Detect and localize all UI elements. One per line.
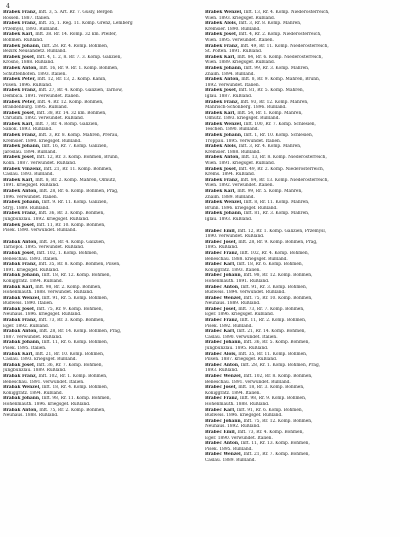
entry-name: Brabek Karl, (3, 121, 34, 127)
entry-text: Inft. 21, Rr. 10. Komp. Böhmen, (35, 351, 105, 357)
entry-text: Inft. 16, Rr. 7. Komp. Galizien, (41, 144, 108, 150)
entry-name: Brabak Franz, (3, 318, 38, 324)
entry-name: Brabec Wenzel, (205, 295, 243, 301)
entry-text: Inft. 9. Rr. 11. Komp. Galizien, (41, 200, 108, 206)
entry-name: Brabec Emil, (205, 228, 237, 234)
entry-text: Inft. 3, Rr. 4. Komp. Mähren, (238, 144, 302, 150)
entry-text: Caslau. 1889. Rußland. (205, 457, 256, 463)
entry-name: Brabek Josef, (205, 166, 238, 172)
entry-name: Brabec Anton, (205, 441, 240, 447)
entry-name: Brabek Josef, (3, 222, 36, 228)
entry-text: Wien. 1893. kriegsgef. Rußland. (205, 15, 276, 21)
entry-name: Brabek Karl, (3, 177, 34, 183)
entry-text: Eger. 1892. Rußland. (3, 323, 50, 329)
entry-text: Inft. 99, Rr. 3. Komp. Mähren, (243, 65, 310, 71)
entry-text: Sanok. 1893. Rußland. (3, 127, 53, 133)
entry-name: Brabak Wenzel, (3, 385, 41, 391)
right-column (205, 10, 395, 464)
entry-text: Inft. 7, Rr. 4. Romp. Galizien, (35, 121, 99, 127)
entry-name: Brabek Franz, (3, 10, 37, 15)
right-block-a (205, 10, 395, 223)
entry-name: Brabec Anton, (205, 284, 240, 290)
entry-text: Caslau. 1890. verwundet. Italien. (205, 334, 278, 340)
entry-name: Brabek Johann, (3, 200, 41, 206)
entry-text: Beneschau. 1888. kriegsgef. Rußland. (205, 256, 288, 262)
entry-text: Königgrätz. 1893. Italien. (205, 267, 261, 273)
entry-text: Inft. 84, Rr. 6. Komp. Niederösterreich, (237, 54, 323, 60)
entry-text: Inft. 73, Rr. 3. Komp. Böhmen, (38, 318, 105, 324)
entry-text: Brünn. 1896. kriegsgef. Rußland. (205, 205, 278, 211)
entry-text: Königgrätz. 1894. Rußland. (3, 278, 64, 284)
entry-text: Caslau. 1893. Rußland. (3, 172, 54, 178)
entry-name: Brabek Wenzel, (205, 200, 243, 206)
entry-text: Inft. 3, Rr. 8. Komp. Mähren, Prerau, (38, 133, 119, 139)
entry-text: Chrudim. 1892. verwundet. Rußland. (3, 116, 85, 122)
entry-name: Brabak Anton, (3, 407, 38, 413)
entry-name: Brabak Franz, (3, 374, 38, 379)
entry-name: Brabek Peter, (3, 99, 36, 105)
entry-name: Brabec Franz, (205, 396, 239, 402)
entry-text: Inft. 11, Rr. 6. Komp. Böhmen, (41, 340, 109, 346)
entry-text: Pisek. 1895. Italien. (3, 346, 47, 352)
entry-text: Inft. 1, Rr. 10. Komp. Schlesien, (243, 133, 314, 139)
entry-name: Brabek Alois, (205, 21, 238, 27)
entry-text: Rossen. 1887. Italien. (3, 15, 51, 21)
entry-text: Inft. 18, Rr. 4. Komp. Böhmen, (41, 385, 109, 391)
entry-text: Wien. 1891. kriegsgef. Rußland. (205, 161, 276, 167)
entry-text: 1892. verwundet. Italien. (205, 82, 261, 88)
entry-name: Brabec Johann, (205, 340, 243, 346)
entry-text: Inft. 4, 1. 2, 8. Rr. 7. 3. Komp. Galizien, (36, 54, 122, 60)
entry-name: Brabek Franz, (3, 211, 37, 217)
entry-text: Brandenburg. 1895. Rußland. (3, 105, 69, 111)
entry-name: Brabek Peter, (3, 77, 36, 83)
entry-text: Pilsen. 1887. kriegsgef. Rußland. (205, 357, 278, 363)
entry-text: Inft. 4. Rr. 12. Komp. Böhmen, (37, 99, 104, 105)
entry-text: Eger. 1890. verwundet. Italien. (205, 435, 273, 441)
entry-name: Brabec Karl, (205, 262, 236, 268)
entry-name: Brabek Anton, (205, 77, 240, 83)
entry-name: Brabek Karl, (3, 32, 34, 38)
entry-name: Brabek Karl, (205, 110, 236, 116)
entry-text: 1891. kriegsgef. Rußland. (3, 183, 60, 189)
entry-text: Hohenmauth. 1891. Rußland. (205, 278, 270, 284)
entry-text: Inft. 21, Rr. 11. Komp. Böhmen, (43, 166, 113, 172)
entry-name: Brabek Alois, (205, 144, 238, 150)
entry-text: Inft. 84, Rr. 13. Komp. Niederösterreich, (240, 177, 329, 183)
entry-name: Brabek Wenzel, (205, 10, 243, 15)
list-item (205, 458, 395, 464)
entry-text: Inft. 73, Rr. 7. Komp. Böhmen, (238, 306, 305, 312)
entry-text: Jungbunzlau. 1892. kriegsgef. Rußland. (3, 216, 90, 222)
entry-name: Brabak Karl, (3, 351, 34, 357)
entry-text: Inft. 38. Rr. 14. Romp. 32 km. Pfeifer, (35, 32, 117, 38)
entry-text: 1891. kriegsgef. Rußland. (3, 267, 60, 273)
entry-name: Brabec Karl, (205, 407, 236, 413)
entry-name: Brabek Josef, (3, 54, 36, 60)
entry-text: Inft. 28, Rr. 1. Komp. Böhmen, Prag, (240, 362, 321, 368)
entry-name: Brabec Wenzel, (205, 374, 243, 379)
entry-text: Krems. 1894. Rußland. (205, 172, 256, 178)
entry-text: Przemysl, 1893. Rußland. (3, 26, 59, 32)
entry-text: Inft. 98, Rr. 2. Komp. Böhmen, (35, 284, 102, 290)
entry-text: Wien. 1892. verwundet. Italien. (205, 183, 274, 189)
entry-text: Inft. 75, Rr. 9. Komp. Böhmen, (36, 306, 103, 312)
entry-text: Teschen. 1890. Rußland. (205, 127, 259, 133)
entry-name: Brabek Josef, (205, 88, 238, 94)
entry-text: 1895. Rußland. (205, 245, 239, 251)
entry-text: Inft. 18, Rr. 3. Komp. Böhmen, (238, 385, 305, 391)
entry-text: Hohenmauth. 1896. kriegsgef. Rußland. (3, 401, 91, 407)
entry-name: Brabek Karl, (205, 54, 236, 60)
entry-name: Brabak Wenzel, (3, 295, 41, 301)
entry-text: Wien. 1889. kriegsgef. Rußland. (205, 60, 276, 66)
entry-text: Bezirk Neusandetz. Rußland. (3, 49, 67, 55)
entry-name: Brabak Karl, (3, 284, 34, 290)
entry-name: Brabek Johann, (205, 65, 243, 71)
entry-name: Brabek Johann, (3, 43, 41, 49)
entry-text: Inft. 93, Rr. 12. Komp. Mähren, (240, 99, 309, 105)
entry-text: Beneschau. 1891. verwundet. Rußland. (205, 379, 291, 385)
entry-name: Brabak Anton, (3, 329, 38, 335)
entry-name: Brabak Johann, (3, 340, 41, 346)
entry-name: Brabec Franz, (205, 250, 239, 256)
entry-text: Inft. 28, Rr. 14. Komp. Böhmen, Prag, (39, 329, 122, 335)
entry-text: Inft. 27, Rr. 4. Komp. Galizien, Tarnow, (38, 88, 123, 94)
entry-name: Brabec Johann, (205, 418, 243, 424)
entry-name: Brabak Josef, (3, 362, 36, 368)
entry-name: Brabec Karl, (205, 329, 236, 335)
entry-text: Inft. 35, 1. Reg. 11. Komp. Grenz, Lemberg (38, 21, 133, 27)
entry-text: Inft. 3, 5. Art. Rr. 7. Gusly, Bergen (38, 10, 113, 15)
entry-name: Brabek Anton, (205, 155, 240, 161)
entry-name: Brabek Franz, (3, 133, 37, 139)
entry-name: Brabek Josef, (3, 110, 36, 116)
entry-name: Brabec Josef, (205, 385, 237, 391)
entry-text: Inft. 35, Rr. 11. Komp. Böhmen, (238, 351, 308, 357)
entry-text: Inft. 102, Rr. 4. Komp. Böhmen, (240, 250, 309, 256)
left-block-a (3, 10, 193, 234)
entry-text: Inft. 75, Rr. 10. Komp. Böhmen, (243, 295, 313, 301)
entry-text: Hohenmauth. 1888. verwundet. Rußland. (3, 290, 94, 296)
entry-text: Inft. 18, Rr. 6. Komp. Böhmen, (236, 262, 304, 268)
entry-text: Inft. 11, Rr. 2. Komp. Böhmen, (240, 318, 307, 324)
entry-text: Inft. 102, 1. Komp. Böhmen, (36, 250, 99, 256)
entry-text: Inft. 91, Rr. 6. Komp. Böhmen, (236, 407, 304, 413)
entry-text: Troppau. 1895. verwundet. Italien. (205, 138, 282, 144)
entry-text: Inft. 102, Rr. 8. Komp. Böhmen, (243, 374, 313, 379)
entry-name: Brabek Anton, (3, 65, 38, 71)
entry-text: Pisek. 1892. Rußland. (205, 323, 253, 329)
entry-text: Jungbunzlau. 1889. Rußland. (3, 368, 67, 374)
entry-text: Wien. 1895. verwundet. Italien. (205, 37, 274, 43)
page-number: 4 (6, 3, 10, 10)
entry-text: Znaim. 1889. Rußland. (205, 194, 255, 200)
entry-name: Brabek Josef, (3, 155, 36, 161)
entry-text: Inft. 8, Rr. 11. Komp. Mähren, (243, 200, 310, 206)
entry-text: Inft. 11, Rr. 10. Komp. Böhmen, (36, 222, 106, 228)
entry-name: Brabak Josef, (3, 250, 36, 256)
entry-text: Krosno, 1888. Rußland. (3, 60, 55, 66)
entry-text: Inft. 54, Rr. 1. Komp. Mähren, (237, 110, 303, 116)
entry-name: Brabec Johann, (205, 273, 243, 279)
entry-text: Znaim. 1894. Rußland. (205, 71, 255, 77)
entry-text: Inft. 73, Rr. 4. Komp. Böhmen, (237, 429, 304, 435)
entry-name: Brabec Josef, (205, 306, 237, 312)
entry-text: Pisek. 1890. verwundet. Rußland. (3, 228, 77, 234)
entry-text: Kremsier. 1890. Rußland. (205, 26, 261, 32)
entry-text: Schüttenhofen. 1893. Italien. (3, 71, 67, 77)
entry-text: Inft. 36, Rr. 3. Komp. Böhmen, (38, 211, 105, 217)
entry-text: Neuhaus. 1892. Rußland. (205, 424, 261, 430)
entry-text: Budweis. 1894. verwundet. Rußland. (205, 290, 286, 296)
entry-name: Brabak Josef, (3, 306, 36, 312)
entry-text: Kremsier. 1890. kriegsgef. Rußland. (3, 138, 82, 144)
entry-text: Olmütz. 1893. kriegsgef. Rußland. (205, 116, 280, 122)
entry-name: Brabec Alois, (205, 351, 237, 357)
entry-text: Jaroslau. 1894. Rußland. (3, 149, 57, 155)
entry-name: Brabec Anton, (205, 362, 240, 368)
entry-text: Inft. 3, Rr. 8. Komp. Mähren, (238, 21, 302, 27)
entry-name: Brabek Johann, (3, 144, 41, 150)
entry-text: Inft. 49, Rr. 2. Komp. Niederösterreich, (238, 166, 325, 172)
entry-name: Brabek Johann, (205, 133, 243, 139)
entry-text: Neuhaus. 1888. Rußland. (3, 413, 59, 419)
entry-text: Hohenmauth. 1888. Rußland. (205, 401, 270, 407)
entry-name: Brabek Franz, (205, 177, 239, 183)
entry-text: Tarnopol. 1895. verwundet. Rußland. (3, 245, 85, 251)
entry-text: Eger. 1896. kriegsgef. Rußland. (205, 312, 275, 318)
entry-text: Inft. 91, Rr. 3. Komp. Böhmen, (240, 284, 308, 290)
entry-text: Inft. 11, Rr. 13. Komp. Böhmen, (240, 441, 310, 447)
entry-text: Neuhaus. 1896. kriegsgef. Rußland. (3, 312, 82, 318)
entry-text: Inft. 21, Rr. 7. Komp. Böhmen, (243, 452, 310, 458)
entry-text: Inft. 100, Rr. 7. Komp. Schlesien, (243, 121, 316, 127)
entry-text: Inft. 18, Rr. 12. Komp. Böhmen, (41, 273, 111, 279)
entry-name: Brabek Wenzel, (205, 121, 243, 127)
entry-name: Brabak Johann, (3, 396, 41, 402)
entry-name: Brabak Johann, (3, 273, 41, 279)
entry-name: Brabec Josef, (205, 239, 237, 245)
entry-text: Caslau. 1893. kriegsgef. Rußland. (3, 357, 77, 363)
entry-text: Jungbunzlau. 1895. Rußland. (205, 346, 269, 352)
entry-text: Inft. 12, Rr. 3. Komp. Böhmen, Brünn, (36, 155, 120, 161)
entry-text: Inft. 28. Rr. 4. Romp. Böhmen, (41, 43, 109, 49)
entry-text: Inft. 12, Rr. 13, 2. Komp. Kanin, (37, 77, 107, 83)
entry-text: 1887. verwundet. Rußland. (3, 334, 63, 340)
entry-text: Königgrätz. 1894. Rußland. (3, 390, 64, 396)
entry-text: Dembica. 1891. verwundet. Italien. (3, 93, 80, 99)
entry-name: Brabek Franz, (205, 43, 239, 49)
left-column (3, 10, 193, 419)
entry-text: Inft. 8, Rr. 2. Komp. Mähren, Olmütz, (35, 177, 117, 183)
left-block-b (3, 240, 193, 419)
entry-name: Brabec Wenzel, (205, 452, 243, 458)
entry-name: Brabak Franz, (3, 262, 38, 268)
entry-text: Inft. 81, Rr. 5. Komp. Mähren, (238, 88, 305, 94)
entry-text: Budweis. 1890. Italien. (3, 301, 54, 307)
entry-text: Inft. 21, Rr. 14. Komp. Böhmen, (236, 329, 306, 335)
entry-text: Beneschau. 1891. verwundet. Italien. (3, 379, 85, 385)
entry-text: Iglau. 1893. Rußland. (205, 216, 253, 222)
entry-text: Inft. 49, Rr. 11. Komp. Niederösterreich, (240, 43, 329, 49)
entry-name: Brabek Johann, (205, 211, 243, 217)
entry-text: Inft. 16, Rr. 9. Rr. 1. Komp. Böhmen, (39, 65, 119, 71)
entry-text: Königgrätz. 1894. Italien. (205, 390, 261, 396)
entry-name: Brabek Anton, (3, 189, 38, 194)
entry-name: Brabek Franz, (205, 99, 239, 105)
entry-text: Kremsier. 1888. Rußland. (205, 149, 261, 155)
entry-text: Inft. 34, Rr. 4. Komp. Galizien, (39, 239, 106, 245)
entry-text: Inft. 91, Rr. 5. Komp. Böhmen, (41, 295, 109, 301)
entry-name: Brabec Franz, (205, 318, 239, 324)
entry-text: 1893. Rußland. (205, 368, 239, 374)
entry-text: Inft. 8, Rr. 9. Komp. Mähren, Brünn, (241, 77, 321, 83)
entry-name: Brabec Emil, (205, 429, 237, 435)
entry-text: Budweis. 1896. kriegsgef. Rußland. (205, 413, 283, 419)
entry-text: Pilsen. 1896. Rußland. (3, 82, 53, 88)
entry-name: Brabek Franz, (3, 21, 37, 27)
entry-text: Inft. 36, Rr. 7. Komp. Böhmen, (36, 362, 103, 368)
entry-text: Inft. 98, Rr. 11. Komp. Böhmen, (41, 396, 111, 402)
entry-name: Brabek Franz, (3, 88, 37, 94)
entry-text: Inft. 75, Rr. 2. Komp. Böhmen, (39, 407, 106, 413)
list-item (3, 413, 193, 419)
entry-text: Inft. 28, Rr. 9. Komp. Böhmen, Prag, (238, 239, 318, 245)
entry-text: Inft. 13, Rr. 4. Komp. Niederösterreich, (243, 10, 330, 15)
entry-text: 1890. verwundet. Rußland. (205, 234, 265, 240)
entry-text: Mährisch-Schönberg. 1896. Rußland. (205, 105, 287, 111)
entry-text: Inft. 81, Rr. 3. Komp. Mähren, (243, 211, 310, 217)
entry-text: Inft. 28, Rr. 6. Komp. Böhmen, Prag, (39, 189, 119, 194)
entry-text: Pisek. 1895. Rußland. (205, 446, 253, 452)
right-block-b (205, 229, 395, 464)
entry-text: Inft. 98, Rr. 12. Komp. Böhmen, (243, 273, 313, 279)
entry-text: 1896. verwundet. Italien. (3, 194, 59, 200)
entry-name: Brabek Karl, (205, 189, 236, 194)
entry-text: Inft. 102, Rr. 1. Komp. Böhmen, (38, 374, 108, 379)
entry-text: Böhmen. Rußland. (3, 37, 44, 43)
entry-text: Inft. 35, Rr. 8. Komp. Böhmen, Pilsen, (38, 262, 121, 268)
entry-text: Iglau. 1887. Rußland. (205, 93, 253, 99)
entry-text: Inft. 12, Rr. 1. Komp. Galizien, Przemysl, (237, 228, 327, 234)
entry-text: St. Pölten. 1891. Rußland. (205, 49, 263, 55)
entry-name: Brabek Josef, (205, 32, 238, 38)
entry-text: Inft. 99, Rr. 5. Komp. Mähren, (237, 189, 303, 194)
entry-name: Brabak Anton, (3, 239, 38, 245)
entry-text: Inft. 36, Rr. 5. Komp. Böhmen, (243, 340, 310, 346)
entry-text: Kolin. 1887. verwundet. Rußland. (3, 161, 77, 167)
entry-text: Stryj. 1889. Rußland. (3, 205, 50, 211)
entry-text: Inft. 98, Rr. 9. Komp. Böhmen, (240, 396, 307, 402)
entry-text: Inft. 13, Rr. 8. Komp. Niederösterreich, (241, 155, 327, 161)
entry-text: Beneschau. 1893. Italien. (3, 256, 59, 262)
entry-text: Inft. 75, Rr. 12. Komp. Böhmen, (243, 418, 313, 424)
entry-name: Brabek Vinzenz, (3, 166, 43, 172)
entry-text: Neuhaus. 1889. Rußland. (205, 301, 261, 307)
entry-text: Inft. 38, Rr. 14. 32 km. Böhmen, (36, 110, 107, 116)
entry-text: Inft. 4, Rr. 2. Komp. Niederösterreich, (238, 32, 322, 38)
